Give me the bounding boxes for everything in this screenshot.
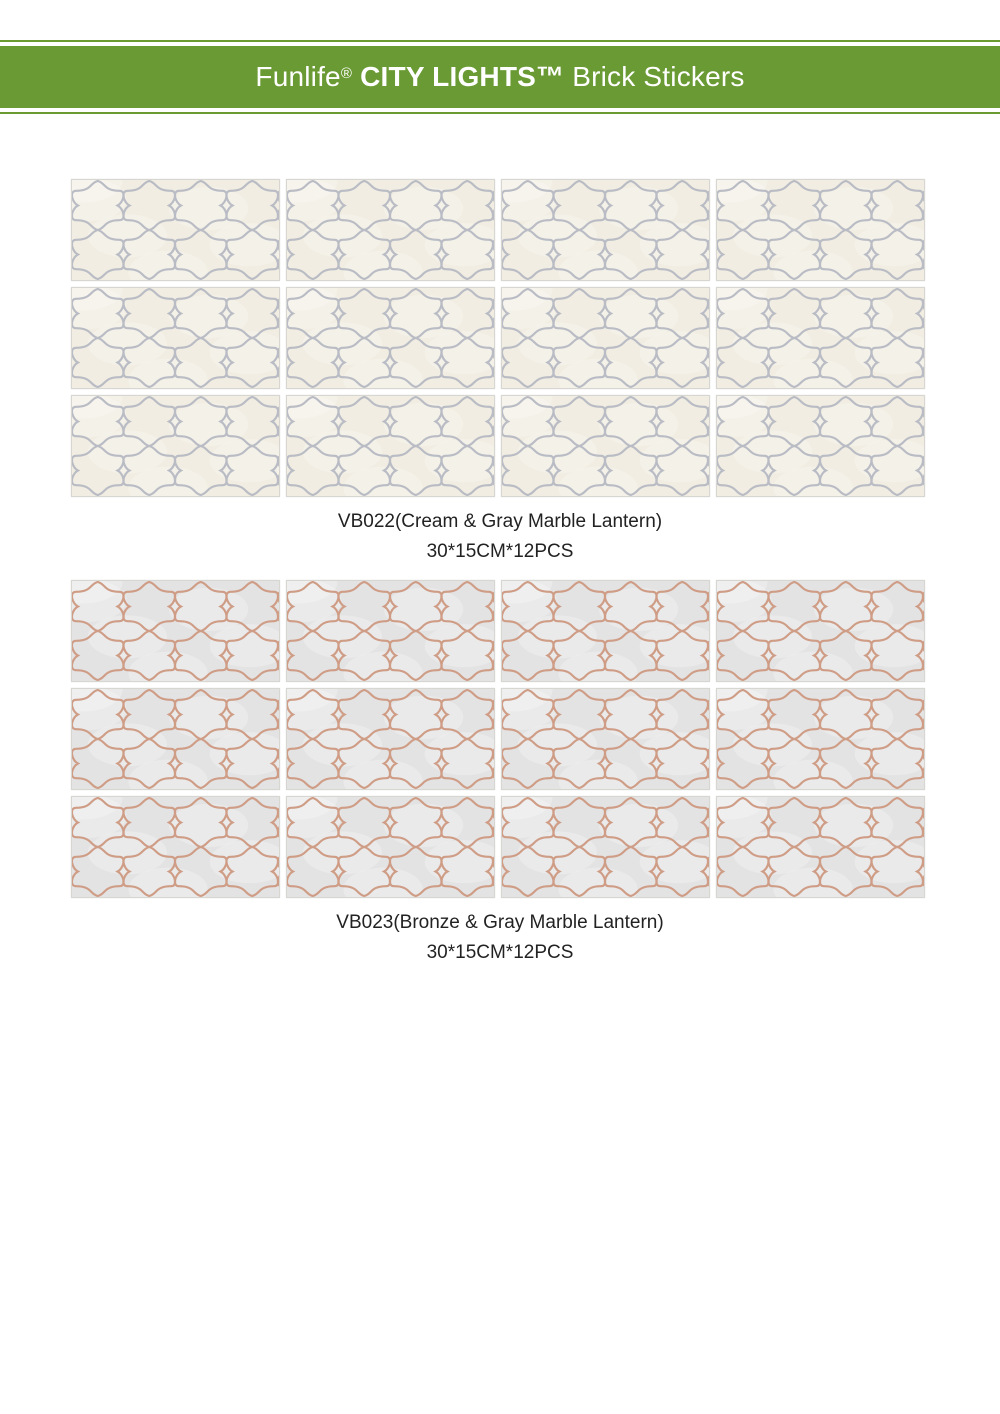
header-banner: [0, 46, 1000, 108]
tile-grid-vb023: [71, 580, 925, 898]
arabesque-lantern-pattern-icon: [72, 797, 279, 897]
product-name: VB022(Cream & Gray Marble Lantern): [337, 511, 663, 532]
sticker-tile: [71, 688, 280, 790]
sticker-tile: [286, 179, 495, 281]
sticker-tile: [286, 580, 495, 682]
sticker-tile: [716, 688, 925, 790]
arabesque-lantern-pattern-icon: [717, 180, 924, 280]
sticker-tile: [71, 179, 280, 281]
sticker-tile: [716, 796, 925, 898]
sticker-tile: [71, 395, 280, 497]
arabesque-lantern-pattern-icon: [717, 288, 924, 388]
sticker-tile: [286, 688, 495, 790]
arabesque-lantern-pattern-icon: [502, 581, 709, 681]
product-type: Brick Stickers: [572, 61, 745, 92]
sticker-tile: [71, 287, 280, 389]
arabesque-lantern-pattern-icon: [72, 689, 279, 789]
arabesque-lantern-pattern-icon: [717, 797, 924, 897]
arabesque-lantern-pattern-icon: [287, 288, 494, 388]
sticker-tile: [501, 179, 710, 281]
brand-name: Funlife: [255, 61, 341, 92]
product-size: 30*15CM*12PCS: [426, 942, 574, 963]
arabesque-lantern-pattern-icon: [287, 581, 494, 681]
sticker-tile: [286, 796, 495, 898]
registered-mark: ®: [340, 64, 353, 82]
arabesque-lantern-pattern-icon: [717, 689, 924, 789]
arabesque-lantern-pattern-icon: [72, 180, 279, 280]
sticker-tile: [716, 287, 925, 389]
sticker-tile: [716, 395, 925, 497]
arabesque-lantern-pattern-icon: [287, 396, 494, 496]
arabesque-lantern-pattern-icon: [717, 581, 924, 681]
arabesque-lantern-pattern-icon: [72, 396, 279, 496]
product-caption-vb022: [0, 507, 1000, 567]
top-rule: [0, 40, 1000, 42]
arabesque-lantern-pattern-icon: [502, 396, 709, 496]
arabesque-lantern-pattern-icon: [72, 288, 279, 388]
sticker-tile: [71, 796, 280, 898]
arabesque-lantern-pattern-icon: [502, 689, 709, 789]
bottom-rule: [0, 112, 1000, 114]
arabesque-lantern-pattern-icon: [502, 288, 709, 388]
sticker-tile: [501, 580, 710, 682]
product-line: CITY LIGHTS™: [360, 61, 565, 92]
arabesque-lantern-pattern-icon: [717, 396, 924, 496]
sticker-tile: [286, 287, 495, 389]
sticker-tile: [286, 395, 495, 497]
arabesque-lantern-pattern-icon: [287, 797, 494, 897]
product-name: VB023(Bronze & Gray Marble Lantern): [336, 912, 664, 933]
product-size: 30*15CM*12PCS: [426, 541, 574, 562]
sticker-tile: [501, 287, 710, 389]
arabesque-lantern-pattern-icon: [502, 797, 709, 897]
sticker-tile: [501, 688, 710, 790]
arabesque-lantern-pattern-icon: [287, 180, 494, 280]
sticker-tile: [71, 580, 280, 682]
product-caption-vb023: [0, 908, 1000, 968]
sticker-tile: [716, 179, 925, 281]
sticker-tile: [716, 580, 925, 682]
tile-grid-vb022: [71, 179, 925, 497]
arabesque-lantern-pattern-icon: [287, 689, 494, 789]
sticker-tile: [501, 395, 710, 497]
sticker-tile: [501, 796, 710, 898]
arabesque-lantern-pattern-icon: [502, 180, 709, 280]
arabesque-lantern-pattern-icon: [72, 581, 279, 681]
